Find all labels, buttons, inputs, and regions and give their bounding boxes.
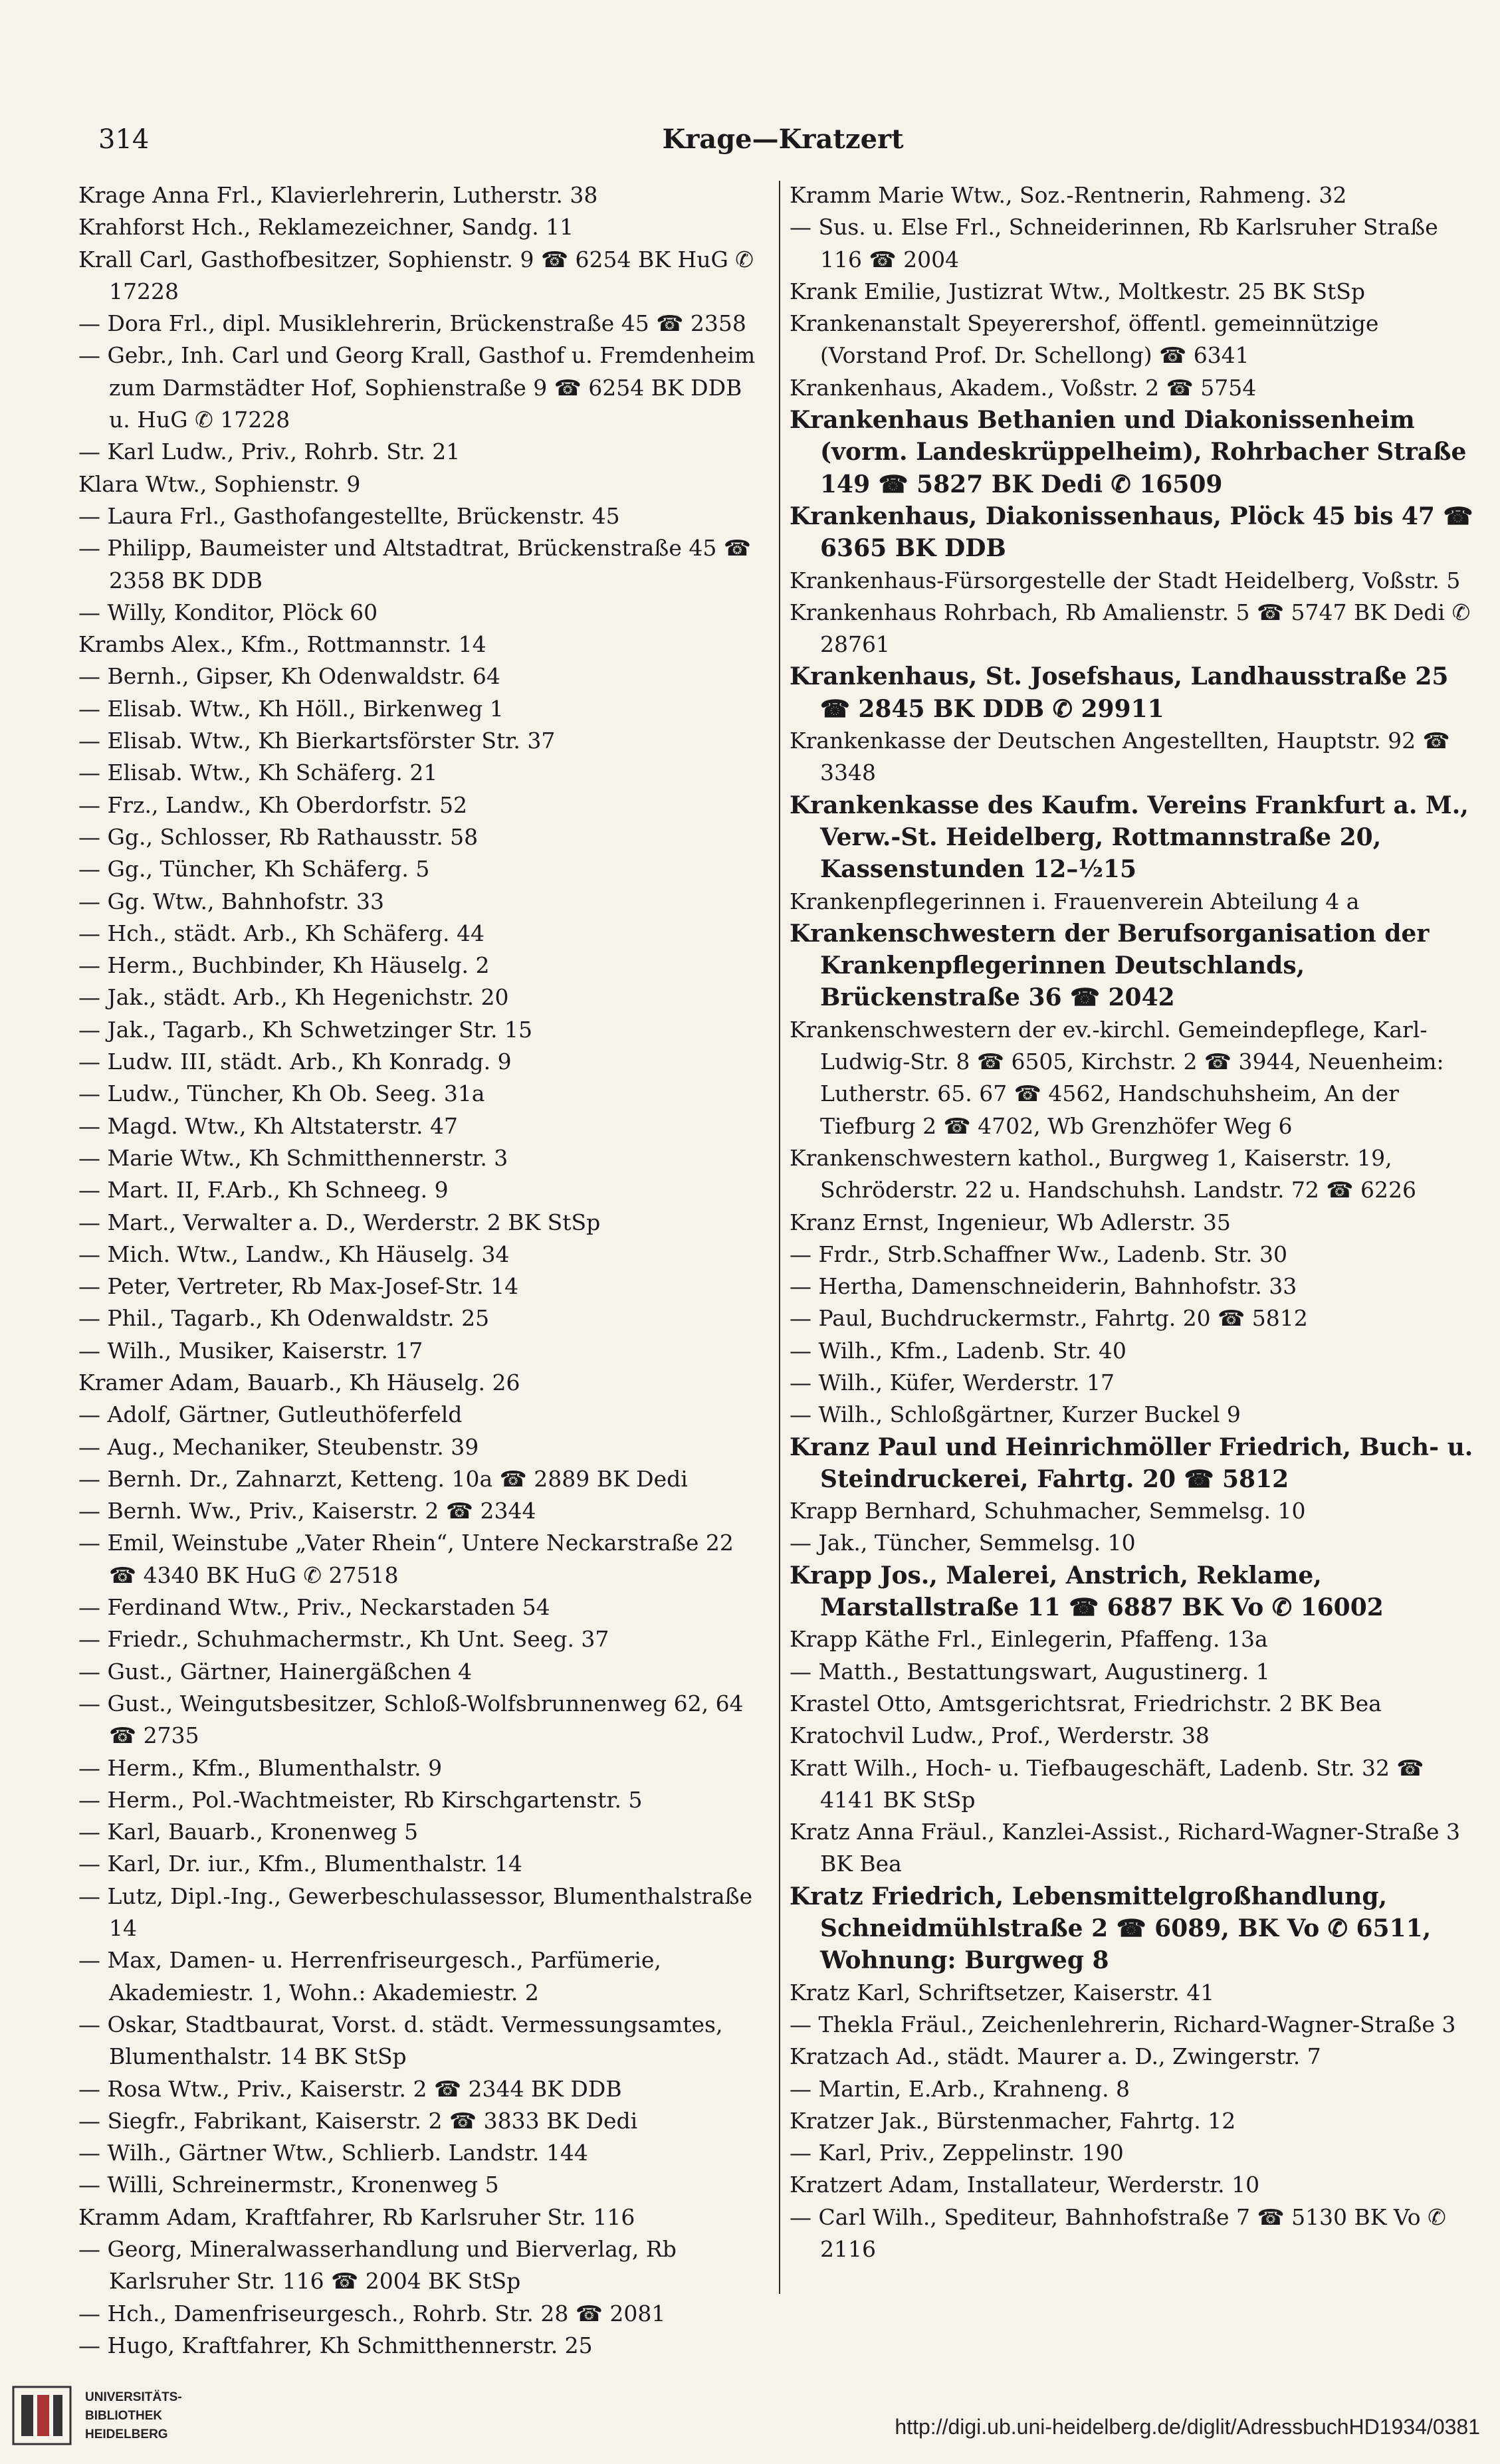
directory-entry: — Elisab. Wtw., Kh Schäferg. 21	[78, 760, 438, 786]
directory-entry: — Karl, Bauarb., Kronenweg 5	[78, 1819, 419, 1845]
directory-entry: Kratz Friedrich, Lebensmittelgroßhandlung, Schneidmühlstraße 2 ☎ 6089, BK Vo ✆ 6511, Wohnung: Burgweg 8	[790, 1882, 1432, 1975]
directory-entry: — Jak., Tagarb., Kh Schwetzinger Str. 15	[78, 1016, 533, 1043]
directory-entry: — Willy, Konditor, Plöck 60	[78, 599, 378, 625]
directory-entry: Krankenhaus Bethanien und Diakonissenheim (vorm. Landeskrüppelheim), Rohrbacher Straße 149 ☎ 5827 BK Dedi ✆ 16509	[790, 406, 1467, 498]
directory-entry: Krankenhaus, St. Josefshaus, Landhausstraße 25 ☎ 2845 BK DDB ✆ 29911	[790, 663, 1449, 723]
directory-entry: — Elisab. Wtw., Kh Bierkartsförster Str. 37	[78, 728, 556, 754]
directory-entry: — Sus. u. Else Frl., Schneiderinnen, Rb Karlsruher Straße 116 ☎ 2004	[790, 214, 1438, 272]
directory-entry: — Jak., städt. Arb., Kh Hegenichstr. 20	[78, 984, 509, 1011]
directory-entry: — Matth., Bestattungswart, Augustinerg. 1	[790, 1658, 1270, 1685]
column-divider	[779, 181, 780, 2294]
directory-entry: Krankenschwestern der Berufsorganisation der Krankenpflegerinnen Deutschlands, Brückenstraße 36 ☎ 2042	[790, 919, 1430, 1012]
directory-entry: — Ludw. III, städt. Arb., Kh Konradg. 9	[78, 1049, 512, 1075]
directory-entry: — Mart. II, F.Arb., Kh Schneeg. 9	[78, 1177, 449, 1203]
directory-entry: — Gg. Wtw., Bahnhofstr. 33	[78, 888, 385, 914]
directory-entry: Kramm Adam, Kraftfahrer, Rb Karlsruher Str. 116	[78, 2204, 635, 2230]
page-number: 314	[98, 124, 150, 155]
directory-entry: — Bernh. Dr., Zahnarzt, Ketteng. 10a ☎ 2889 BK Dedi	[78, 1465, 688, 1492]
directory-entry: — Magd. Wtw., Kh Altstaterstr. 47	[78, 1112, 458, 1139]
directory-entry: Krankenschwestern der ev.-kirchl. Gemeindepflege, Karl-Ludwig-Str. 8 ☎ 6505, Kirchstr. 2 ☎ 3944, Neuenheim: Lutherstr. 65. 67 ☎ 4562, Handschuhsheim, An der Tiefburg 2 ☎ 4702, Wb Grenzhöfer Weg 6	[790, 1016, 1444, 1139]
logo-line: BIBLIOTHEK	[85, 2409, 163, 2423]
directory-entry: Krankenhaus-Fürsorgestelle der Stadt Heidelberg, Voßstr. 5	[790, 567, 1461, 593]
directory-entry: — Wilh., Gärtner Wtw., Schlierb. Landstr. 144	[78, 2140, 588, 2166]
directory-entry: — Herm., Pol.-Wachtmeister, Rb Kirschgartenstr. 5	[78, 1786, 643, 1813]
directory-entry: — Ferdinand Wtw., Priv., Neckarstaden 54	[78, 1594, 550, 1621]
directory-entry: — Carl Wilh., Spediteur, Bahnhofstraße 7 ☎ 5130 BK Vo ✆ 2116	[790, 2204, 1446, 2262]
directory-entry: — Gebr., Inh. Carl und Georg Krall, Gasthof u. Fremdenheim zum Darmstädter Hof, Sophienstraße 9 ☎ 6254 BK DDB u. HuG ✆ 17228	[78, 342, 756, 433]
left-entry-list	[78, 179, 756, 2362]
directory-entry: — Paul, Buchdruckermstr., Fahrtg. 20 ☎ 5812	[790, 1305, 1308, 1332]
directory-entry: Kratzert Adam, Installateur, Werderstr. 10	[790, 2172, 1260, 2198]
directory-entry: Kratzach Ad., städt. Maurer a. D., Zwingerstr. 7	[790, 2043, 1321, 2070]
directory-entry: — Bernh. Ww., Priv., Kaiserstr. 2 ☎ 2344	[78, 1498, 536, 1524]
directory-entry: — Willi, Schreinermstr., Kronenweg 5	[78, 2172, 499, 2198]
directory-entry: Krapp Käthe Frl., Einlegerin, Pfaffeng. 13a	[790, 1626, 1268, 1653]
directory-entry: Krankenanstalt Speyerershof, öffentl. gemeinnützige (Vorstand Prof. Dr. Schellong) ☎ 6341	[790, 310, 1379, 369]
right-entry-list	[790, 179, 1474, 2265]
directory-entry: — Thekla Fräul., Zeichenlehrerin, Richard-Wagner-Straße 3	[790, 2011, 1456, 2037]
directory-entry: Krankenschwestern kathol., Burgweg 1, Kaiserstr. 19, Schröderstr. 22 u. Handschuhsh. Landstr. 72 ☎ 6226	[790, 1144, 1416, 1203]
directory-entry: — Laura Frl., Gasthofangestellte, Brückenstr. 45	[78, 502, 620, 529]
directory-entry: — Max, Damen- u. Herrenfriseurgesch., Parfümerie, Akademiestr. 1, Wohn.: Akademiestr. 2	[78, 1947, 661, 2005]
library-logo[interactable]	[12, 2380, 205, 2453]
directory-entry: Kramer Adam, Bauarb., Kh Häuselg. 26	[78, 1369, 520, 1395]
directory-entry: Kratzer Jak., Bürstenmacher, Fahrtg. 12	[790, 2107, 1236, 2134]
directory-entry: — Hugo, Kraftfahrer, Kh Schmitthennerstr. 25	[78, 2332, 593, 2358]
directory-entry: — Wilh., Kfm., Ladenb. Str. 40	[790, 1337, 1126, 1364]
directory-entry: Kramm Marie Wtw., Soz.-Rentnerin, Rahmeng. 32	[790, 182, 1347, 208]
directory-entry: Krankenhaus Rohrbach, Rb Amalienstr. 5 ☎ 5747 BK Dedi ✆ 28761	[790, 599, 1471, 658]
directory-entry: — Frz., Landw., Kh Oberdorfstr. 52	[78, 791, 467, 818]
directory-entry: Kratz Anna Fräul., Kanzlei-Assist., Richard-Wagner-Straße 3 BK Bea	[790, 1819, 1461, 1877]
directory-entry: — Mart., Verwalter a. D., Werderstr. 2 BK StSp	[78, 1209, 601, 1235]
directory-entry: Klara Wtw., Sophienstr. 9	[78, 470, 361, 497]
source-url-link[interactable]: http://digi.ub.uni-heidelberg.de/diglit/AdressbuchHD1934/0381	[895, 2415, 1480, 2439]
directory-entry: — Karl Ludw., Priv., Rohrb. Str. 21	[78, 439, 461, 465]
logo-line: HEIDELBERG	[85, 2427, 168, 2441]
directory-entry: — Frdr., Strb.Schaffner Ww., Ladenb. Str. 30	[790, 1241, 1287, 1267]
directory-entry: — Bernh., Gipser, Kh Odenwaldstr. 64	[78, 663, 500, 690]
directory-entry: — Marie Wtw., Kh Schmitthennerstr. 3	[78, 1144, 508, 1171]
directory-entry: Krahforst Hch., Reklamezeichner, Sandg. 11	[78, 214, 574, 241]
directory-entry: Krapp Bernhard, Schuhmacher, Semmelsg. 10	[790, 1498, 1306, 1524]
directory-entry: Krastel Otto, Amtsgerichtsrat, Friedrichstr. 2 BK Bea	[790, 1690, 1382, 1716]
directory-entry: Krapp Jos., Malerei, Anstrich, Reklame, Marstallstraße 11 ☎ 6887 BK Vo ✆ 16002	[790, 1561, 1384, 1622]
right-column	[790, 179, 1474, 2339]
directory-entry: — Karl, Dr. iur., Kfm., Blumenthalstr. 14	[78, 1851, 522, 1877]
directory-entry: Kratt Wilh., Hoch- u. Tiefbaugeschäft, Ladenb. Str. 32 ☎ 4141 BK StSp	[790, 1754, 1424, 1813]
directory-entry: — Wilh., Musiker, Kaiserstr. 17	[78, 1337, 423, 1364]
library-logo-text	[85, 2388, 182, 2444]
directory-entry: — Wilh., Küfer, Werderstr. 17	[790, 1369, 1115, 1395]
directory-entry: — Lutz, Dipl.-Ing., Gewerbeschulassessor, Blumenthalstraße 14	[78, 1883, 753, 1942]
running-title: Krage—Kratzert	[662, 124, 904, 155]
directory-entry: — Hertha, Damenschneiderin, Bahnhofstr. 33	[790, 1273, 1297, 1300]
directory-entry: — Herm., Buchbinder, Kh Häuselg. 2	[78, 952, 490, 979]
directory-entry: — Gg., Schlosser, Rb Rathausstr. 58	[78, 823, 479, 850]
directory-entry: — Hch., städt. Arb., Kh Schäferg. 44	[78, 920, 484, 946]
directory-entry: — Peter, Vertreter, Rb Max-Josef-Str. 14	[78, 1273, 519, 1300]
directory-entry: — Martin, E.Arb., Krahneng. 8	[790, 2075, 1130, 2102]
directory-entry: — Ludw., Tüncher, Kh Ob. Seeg. 31a	[78, 1080, 485, 1107]
directory-entry: Kratochvil Ludw., Prof., Werderstr. 38	[790, 1722, 1210, 1749]
directory-entry: — Oskar, Stadtbaurat, Vorst. d. städt. Vermessungsamtes, Blumenthalstr. 14 BK StSp	[78, 2011, 723, 2070]
directory-entry: — Georg, Mineralwasserhandlung und Bierverlag, Rb Karlsruher Str. 116 ☎ 2004 BK StSp	[78, 2236, 677, 2295]
page-header	[98, 120, 1467, 166]
library-logo-icon	[12, 2386, 72, 2445]
directory-entry: Kranz Ernst, Ingenieur, Wb Adlerstr. 35	[790, 1209, 1231, 1235]
page-footer	[0, 2366, 1500, 2464]
logo-line: UNIVERSITÄTS-	[85, 2390, 182, 2404]
directory-entry: Krankenhaus, Akadem., Voßstr. 2 ☎ 5754	[790, 374, 1257, 401]
directory-entry: — Rosa Wtw., Priv., Kaiserstr. 2 ☎ 2344 BK DDB	[78, 2075, 622, 2102]
directory-entry: — Emil, Weinstube „Vater Rhein“, Untere Neckarstraße 22 ☎ 4340 BK HuG ✆ 27518	[78, 1530, 734, 1588]
directory-entry: — Siegfr., Fabrikant, Kaiserstr. 2 ☎ 3833 BK Dedi	[78, 2107, 638, 2134]
directory-entry: — Herm., Kfm., Blumenthalstr. 9	[78, 1754, 443, 1781]
directory-entry: Kranz Paul und Heinrichmöller Friedrich, Buch- u. Steindruckerei, Fahrtg. 20 ☎ 5812	[790, 1433, 1473, 1493]
directory-entry: — Friedr., Schuhmachermstr., Kh Unt. Seeg. 37	[78, 1626, 609, 1653]
directory-entry: Krankenkasse des Kaufm. Vereins Frankfurt a. M., Verw.-St. Heidelberg, Rottmannstraße 20, Kassenstunden 12–½15	[790, 791, 1469, 884]
directory-entry: Krankenkasse der Deutschen Angestellten, Hauptstr. 92 ☎ 3348	[790, 728, 1450, 786]
directory-entry: — Gg., Tüncher, Kh Schäferg. 5	[78, 856, 430, 882]
directory-entry: — Phil., Tagarb., Kh Odenwaldstr. 25	[78, 1305, 490, 1332]
directory-entry: — Wilh., Schloßgärtner, Kurzer Buckel 9	[790, 1401, 1241, 1428]
directory-entry: — Elisab. Wtw., Kh Höll., Birkenweg 1	[78, 695, 504, 722]
directory-entry: Krankenhaus, Diakonissenhaus, Plöck 45 bis 47 ☎ 6365 BK DDB	[790, 502, 1473, 563]
directory-entry: — Adolf, Gärtner, Gutleuthöferfeld	[78, 1401, 463, 1428]
directory-entry: — Jak., Tüncher, Semmelsg. 10	[790, 1530, 1136, 1556]
directory-entry: — Karl, Priv., Zeppelinstr. 190	[790, 2140, 1124, 2166]
directory-entry: — Dora Frl., dipl. Musiklehrerin, Brückenstraße 45 ☎ 2358	[78, 310, 746, 337]
directory-entry: Kratz Karl, Schriftsetzer, Kaiserstr. 41	[790, 1979, 1215, 2005]
directory-entry: — Hch., Damenfriseurgesch., Rohrb. Str. 28 ☎ 2081	[78, 2300, 666, 2326]
directory-entry: — Philipp, Baumeister und Altstadtrat, Brückenstraße 45 ☎ 2358 BK DDB	[78, 535, 751, 593]
directory-entry: — Gust., Gärtner, Hainergäßchen 4	[78, 1658, 473, 1685]
left-column	[78, 179, 756, 2358]
directory-entry: — Mich. Wtw., Landw., Kh Häuselg. 34	[78, 1241, 510, 1267]
directory-entry: — Gust., Weingutsbesitzer, Schloß-Wolfsbrunnenweg 62, 64 ☎ 2735	[78, 1690, 744, 1749]
directory-entry: Krank Emilie, Justizrat Wtw., Moltkestr. 25 BK StSp	[790, 278, 1365, 304]
directory-entry: Krall Carl, Gasthofbesitzer, Sophienstr. 9 ☎ 6254 BK HuG ✆ 17228	[78, 246, 754, 304]
directory-entry: Krankenpflegerinnen i. Frauenverein Abteilung 4 a	[790, 888, 1360, 914]
directory-entry: Krage Anna Frl., Klavierlehrerin, Lutherstr. 38	[78, 182, 598, 208]
directory-entry: — Aug., Mechaniker, Steubenstr. 39	[78, 1433, 479, 1460]
directory-entry: Krambs Alex., Kfm., Rottmannstr. 14	[78, 631, 486, 658]
